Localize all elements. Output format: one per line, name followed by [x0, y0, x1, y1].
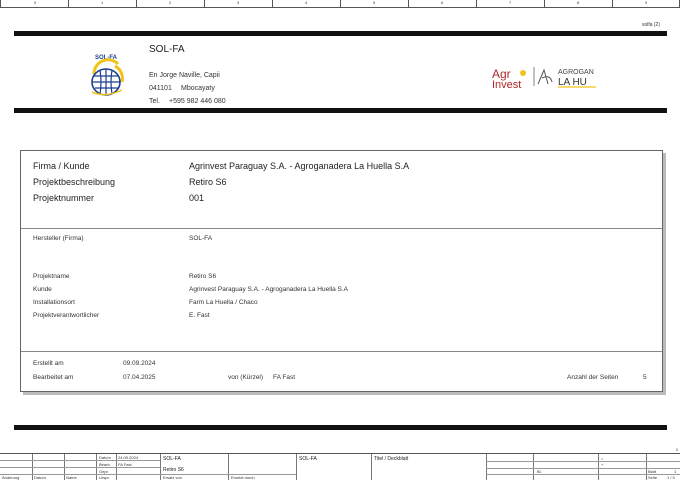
ruler-number: 2: [169, 0, 172, 5]
ruler-number: 8: [577, 0, 580, 5]
ruler-number: 5: [373, 0, 376, 5]
ruler-number: 4: [305, 0, 308, 5]
footer-date-value: 24.09.2024: [118, 455, 139, 460]
section-divider: [21, 228, 662, 229]
ruler-tick: [408, 0, 409, 7]
address-postal-code: 041101: [149, 85, 172, 92]
footer-sheet-label: Blatt: [648, 469, 657, 474]
customer-value: Agrinvest Paraguay S.A. - Agroganadera La Huella S.A: [189, 286, 348, 293]
title-block-divider: [646, 454, 647, 480]
manufacturer-label: Hersteller (Firma): [33, 235, 84, 242]
page-reference: solfa (2): [641, 22, 660, 28]
agrinvest-logo: [490, 64, 600, 88]
created-value: 09.09.2024: [123, 360, 156, 367]
ruler-tick: [68, 0, 69, 7]
ruler-tick: [136, 0, 137, 7]
title-block-divider: [160, 454, 161, 480]
project-number-value: 001: [189, 193, 205, 203]
customer-label: Kunde: [33, 286, 52, 293]
footer-company: SOL-FA: [163, 456, 181, 462]
ruler-number: 7: [509, 0, 512, 5]
footer-page-label: Seite: [648, 475, 658, 480]
edited-label: Bearbeitet am: [33, 374, 74, 381]
title-block-divider: [296, 454, 297, 480]
project-description-value: Retiro S6: [189, 177, 227, 187]
footer-edited-label: Bearb.: [99, 462, 111, 467]
ruler-number: 9: [645, 0, 648, 5]
section-divider: [21, 351, 662, 352]
project-description-label: Projektbeschreibung: [33, 177, 116, 187]
page-count-value: 5: [643, 374, 647, 381]
ruler-number: 6: [441, 0, 444, 5]
solfa-logo: [88, 52, 128, 100]
footer-edited-value: FA Fast: [118, 462, 132, 467]
footer-name-col: Name: [66, 475, 77, 480]
title-block-rule: [0, 467, 160, 468]
footer-replaced-by-col: Ersetzt durch: [231, 475, 255, 480]
manufacturer-value: SOL-FA: [189, 235, 213, 242]
footer-drawing-title: Titel / Deckblatt: [374, 456, 409, 462]
footer-date-label: Datum: [99, 455, 111, 460]
top-ruler: [0, 0, 680, 8]
ruler-tick: [204, 0, 205, 7]
footer-checked-label: Gepr.: [99, 469, 109, 474]
corner-number: 2: [675, 447, 678, 452]
ruler-tick: [476, 0, 477, 7]
footer-sheet-value: 1: [674, 469, 677, 474]
ruler-number: 3: [237, 0, 240, 5]
ruler-number: 1: [101, 0, 104, 5]
title-block: [0, 453, 680, 480]
footer-sheet-short-label: Bl.: [537, 469, 542, 474]
title-block-rule: [486, 461, 680, 462]
address-street: En Jorge Naville, Capii: [149, 72, 220, 79]
title-block-divider: [486, 454, 487, 480]
title-block-divider: [228, 454, 229, 480]
ruler-tick: [612, 0, 613, 7]
footer-company-2: SOL-FA: [299, 456, 317, 462]
project-name-label: Projektname: [33, 273, 70, 280]
header-bottom-bar: [14, 108, 667, 113]
header-top-bar: [14, 31, 667, 36]
company-name: SOL-FA: [149, 44, 185, 55]
footer-replaces-col: Ersatz von: [163, 475, 182, 480]
ruler-tick: [340, 0, 341, 7]
title-block-divider: [371, 454, 372, 480]
footer-plus-sign: +: [601, 462, 604, 467]
agrinvest-logo-invest: Invest: [492, 79, 522, 88]
client-value: Agrinvest Paraguay S.A. - Agroganadera La Huella S.A: [189, 161, 410, 171]
footer-date-col: Datum: [34, 475, 46, 480]
title-block-rule: [0, 460, 160, 461]
footer-equals-sign: =: [601, 456, 604, 461]
installation-site-label: Installationsort: [33, 299, 75, 306]
project-responsible-label: Projektverantwortlicher: [33, 312, 100, 319]
agroganadera-logo-text: AGROGAN: [558, 69, 594, 76]
page-count-label: Anzahl der Seiten: [567, 374, 619, 381]
solfa-logo-text: SOL-FA: [95, 55, 117, 61]
ruler-tick: [272, 0, 273, 7]
footer-project: Retiro S6: [163, 467, 184, 473]
edited-by-value: FA Fast: [273, 374, 296, 381]
phone-label: Tel.: [149, 98, 160, 105]
cover-sheet-frame: [20, 150, 663, 392]
phone-number: +595 982 446 080: [169, 98, 226, 105]
ruler-tick: [544, 0, 545, 7]
footer-change-col: Änderung: [2, 475, 20, 480]
ruler-tick: [0, 0, 1, 7]
footer-origin-col: Urspr.: [99, 475, 110, 480]
project-responsible-value: E. Fast: [189, 312, 210, 319]
footer-page-value: 1 / 5: [667, 475, 675, 480]
ruler-number: 0: [34, 0, 37, 5]
edited-by-label: von (Kürzel): [228, 374, 264, 381]
title-block-divider: [598, 454, 599, 480]
created-label: Erstellt am: [33, 360, 64, 367]
address-city: Mbocayaty: [181, 85, 215, 92]
installation-site-value: Farm La Huella / Chaco: [189, 299, 258, 306]
edited-value: 07.04.2025: [123, 374, 156, 381]
project-name-value: Retiro S6: [189, 273, 217, 280]
agrinvest-logo-agr: Agr: [492, 67, 511, 81]
title-block-divider: [533, 454, 534, 480]
footer-top-bar: [14, 425, 667, 430]
la-huella-logo-text: LA HU: [558, 77, 587, 88]
client-label: Firma / Kunde: [33, 161, 90, 171]
project-number-label: Projektnummer: [33, 193, 95, 203]
